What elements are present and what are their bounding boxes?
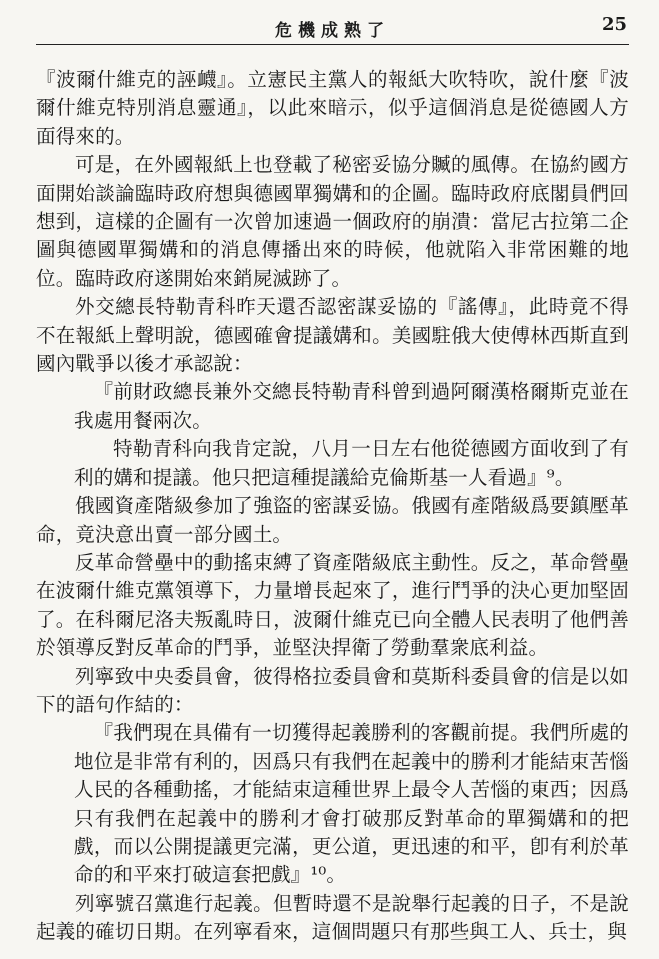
paragraph: 列寧致中央委員會，彼得格拉委員會和莫斯科委員會的信是以如下的語句作結的： — [36, 664, 629, 716]
page-header — [36, 14, 629, 45]
paragraph: 俄國資產階級參加了強盜的密謀妥協。俄國有產階級爲要鎮壓革命，竟決意出賣一部分國土。 — [36, 494, 629, 546]
block-quote: 『前財政總長兼外交總長特勒青科曾到過阿爾漢格爾斯克並在我處用餐兩次。 — [74, 380, 629, 432]
paragraph: 列寧號召黨進行起義。但暫時還不是說舉行起義的日子，不是說起義的確切日期。在列寧看來，這個問題只有那些與工人、兵士，與 — [36, 891, 629, 944]
paragraph: 反革命營壘中的動搖束縛了資產階級底主動性。反之，革命營壘在波爾什維克黨領導下，力量增長起來了，進行鬥爭的決心更加堅固了。在科爾尼洛夫叛亂時日，波爾什維克已向全體人民表明了他們善於領導反對反革命的鬥爭，並堅決捍衛了勞動羣衆底利益。 — [36, 550, 629, 660]
block-quote: 特勒青科向我肯定說，八月一日左右他從德國方面收到了有利的媾和提議。他只把這種提議給克倫斯基一人看過』⁹。 — [74, 437, 629, 489]
paragraph-continuation: 『波爾什維克的誣衊』。立憲民主黨人的報紙大吹特吹，說什麼『波爾什維克特別消息靈通』，以此來暗示，似乎這個消息是從德國人方面得來的。 — [36, 68, 629, 148]
paragraph: 可是，在外國報紙上也登載了秘密妥協分贓的風傳。在協約國方面開始談論臨時政府想與德國單獨媾和的企圖。臨時政府底閣員們回想到，這樣的企圖有一次曾加速過一個政府的崩潰：當尼古拉第二企圖與德國單獨媾和的消息傳播出來的時候，他就陷入非常困難的地位。臨時政府遂開始來銷屍滅跡了。 — [36, 153, 629, 290]
running-title: 危機成熟了 — [275, 21, 390, 41]
block-quote: 『我們現在具備有一切獲得起義勝利的客觀前提。我們所處的地位是非常有利的，因爲只有我們在起義中的勝利才能結束苦惱人民的各種動搖，才能結束這種世界上最令人苦惱的東西；因爲只有我們在起義中的勝利才會打破那反對革命的單獨媾和的把戲，而以公開提議更完滿，更公道，更迅速的和平，卽有利於革命的和平來打破這套把戲』¹⁰。 — [74, 721, 629, 887]
paragraph: 外交總長特勒青科昨天還否認密謀妥協的『謠傳』，此時竟不得不在報紙上聲明說，德國確會提議媾和。美國駐俄大使傅林西斯直到國內戰爭以後才承認說： — [36, 295, 629, 376]
page-number: 25 — [601, 14, 627, 35]
page-body — [36, 66, 629, 947]
